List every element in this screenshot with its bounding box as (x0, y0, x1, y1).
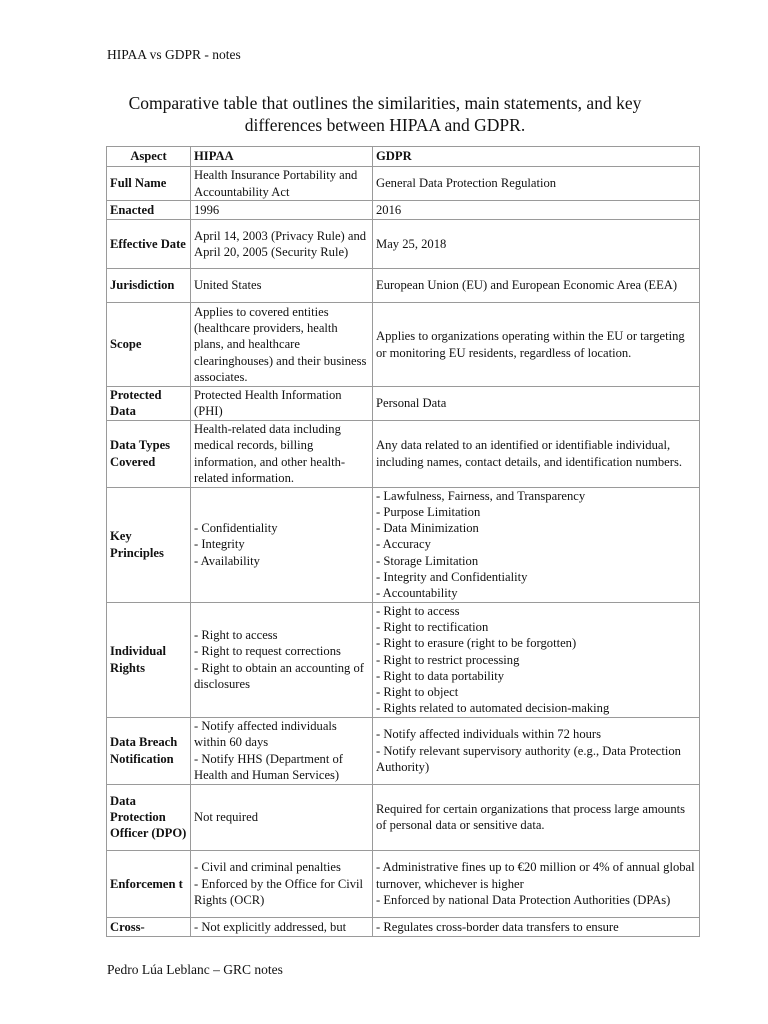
hipaa-line: - Notify HHS (Department of Health and Human Services) (194, 751, 343, 783)
gdpr-cell (373, 784, 700, 850)
table-row (107, 167, 700, 201)
table-row (107, 917, 700, 936)
gdpr-cell (373, 269, 700, 303)
hipaa-line: - Not explicitly addressed, but (194, 919, 347, 934)
gdpr-line: European Union (EU) and European Economic Area (EEA) (376, 278, 678, 293)
hipaa-cell (191, 850, 373, 917)
page-header: HIPAA vs GDPR - notes (107, 47, 241, 62)
gdpr-cell (373, 220, 700, 269)
hipaa-line: - Enforced by the Office for Civil Rights (OCR) (194, 876, 364, 907)
aspect-cell: Scope (107, 303, 191, 387)
gdpr-line: 2016 (376, 202, 402, 217)
table-row (107, 487, 700, 602)
gdpr-cell (373, 602, 700, 717)
comparison-table (106, 146, 700, 937)
hipaa-line: - Integrity (194, 537, 245, 552)
table-row (107, 420, 700, 487)
gdpr-line: - Regulates cross-border data transfers to ensure (376, 919, 619, 934)
hipaa-cell (191, 487, 373, 602)
gdpr-line: Required for certain organizations that process large amounts of personal data or sensitive data. (376, 801, 686, 833)
hipaa-line: April 14, 2003 (Privacy Rule) and April 20, 2005 (Security Rule) (194, 228, 367, 259)
gdpr-line: - Enforced by national Data Protection Authorities (DPAs) (376, 892, 671, 907)
aspect-cell: Full Name (107, 167, 191, 201)
table-row (107, 269, 700, 303)
hipaa-cell (191, 602, 373, 717)
table-header-row (107, 147, 700, 167)
hipaa-cell (191, 303, 373, 387)
gdpr-line: - Right to restrict processing (376, 652, 520, 667)
gdpr-line: - Right to object (376, 685, 459, 700)
gdpr-line: - Storage Limitation (376, 553, 479, 568)
table-row (107, 201, 700, 220)
table-row (107, 387, 700, 421)
table-row (107, 220, 700, 269)
aspect-cell: Data Breach Notification (107, 717, 191, 784)
page-footer: Pedro Lúa Leblanc – GRC notes (107, 962, 283, 977)
header-gdpr: GDPR (373, 147, 700, 167)
table-row (107, 850, 700, 917)
hipaa-line: Protected Health Information (PHI) (194, 388, 342, 419)
page-title: Comparative table that outlines the similarities, main statements, and key differences between HIPAA and GDPR. (128, 93, 642, 135)
gdpr-cell (373, 420, 700, 487)
gdpr-line: Applies to organizations operating within the EU or targeting or monitoring EU residents, regardless of location. (376, 329, 685, 360)
gdpr-line: - Lawfulness, Fairness, and Transparency (376, 488, 586, 503)
hipaa-line: 1996 (194, 202, 220, 217)
gdpr-line: - Data Minimization (376, 521, 479, 536)
hipaa-cell (191, 387, 373, 421)
hipaa-cell (191, 917, 373, 936)
aspect-cell: Enacted (107, 201, 191, 220)
hipaa-cell (191, 269, 373, 303)
hipaa-line: Health Insurance Portability and Accountability Act (194, 168, 358, 199)
gdpr-line: - Integrity and Confidentiality (376, 570, 528, 585)
gdpr-cell (373, 717, 700, 784)
hipaa-cell (191, 784, 373, 850)
gdpr-line: - Right to data portability (376, 668, 505, 683)
gdpr-line: Any data related to an identified or identifiable individual, including names, contact details, and identification numbers. (376, 438, 683, 469)
aspect-cell: Individual Rights (107, 602, 191, 717)
gdpr-cell (373, 201, 700, 220)
gdpr-line: - Administrative fines up to €20 million or 4% of annual global turnover, whichever is higher (376, 860, 695, 891)
header-hipaa: HIPAA (191, 147, 373, 167)
gdpr-cell (373, 303, 700, 387)
aspect-cell: Protected Data (107, 387, 191, 421)
table-row (107, 303, 700, 387)
hipaa-line: - Civil and criminal penalties (194, 860, 341, 875)
aspect-cell: Jurisdiction (107, 269, 191, 303)
hipaa-cell (191, 201, 373, 220)
gdpr-line: - Notify relevant supervisory authority (e.g., Data Protection Authority) (376, 743, 681, 774)
header-aspect: Aspect (107, 147, 191, 167)
gdpr-line: Personal Data (376, 396, 447, 411)
gdpr-line: - Rights related to automated decision-making (376, 701, 610, 716)
hipaa-line: Health-related data including medical records, billing information, and other health-related information. (194, 422, 346, 485)
gdpr-line: May 25, 2018 (376, 236, 447, 251)
aspect-cell: Enforcemen t (107, 850, 191, 917)
gdpr-line: - Right to erasure (right to be forgotten) (376, 636, 577, 651)
gdpr-line: - Accuracy (376, 537, 431, 552)
gdpr-line: - Right to access (376, 603, 460, 618)
hipaa-line: - Right to obtain an accounting of disclosures (194, 660, 364, 691)
gdpr-cell (373, 167, 700, 201)
gdpr-line: - Purpose Limitation (376, 504, 481, 519)
hipaa-line: - Right to request corrections (194, 644, 341, 659)
gdpr-line: - Right to rectification (376, 619, 489, 634)
aspect-cell: Data Protection Officer (DPO) (107, 784, 191, 850)
hipaa-cell (191, 220, 373, 269)
table-row (107, 602, 700, 717)
gdpr-line: - Notify affected individuals within 72 hours (376, 727, 602, 742)
hipaa-line: - Confidentiality (194, 521, 278, 536)
hipaa-cell (191, 420, 373, 487)
hipaa-line: - Notify affected individuals within 60 days (194, 719, 337, 750)
aspect-cell: Cross- (107, 917, 191, 936)
gdpr-cell (373, 850, 700, 917)
gdpr-cell (373, 487, 700, 602)
gdpr-cell (373, 917, 700, 936)
gdpr-cell (373, 387, 700, 421)
hipaa-line: United States (194, 278, 262, 293)
hipaa-line: Applies to covered entities (healthcare providers, health plans, and healthcare clearinghouses) and their business associates. (194, 304, 367, 384)
hipaa-cell (191, 717, 373, 784)
aspect-cell: Effective Date (107, 220, 191, 269)
table-row (107, 784, 700, 850)
gdpr-line: - Accountability (376, 586, 458, 601)
aspect-cell: Key Principles (107, 487, 191, 602)
hipaa-cell (191, 167, 373, 201)
hipaa-line: - Availability (194, 553, 260, 568)
gdpr-line: General Data Protection Regulation (376, 176, 557, 191)
aspect-cell: Data Types Covered (107, 420, 191, 487)
table-row (107, 717, 700, 784)
hipaa-line: - Right to access (194, 628, 278, 643)
hipaa-line: Not required (194, 810, 258, 825)
